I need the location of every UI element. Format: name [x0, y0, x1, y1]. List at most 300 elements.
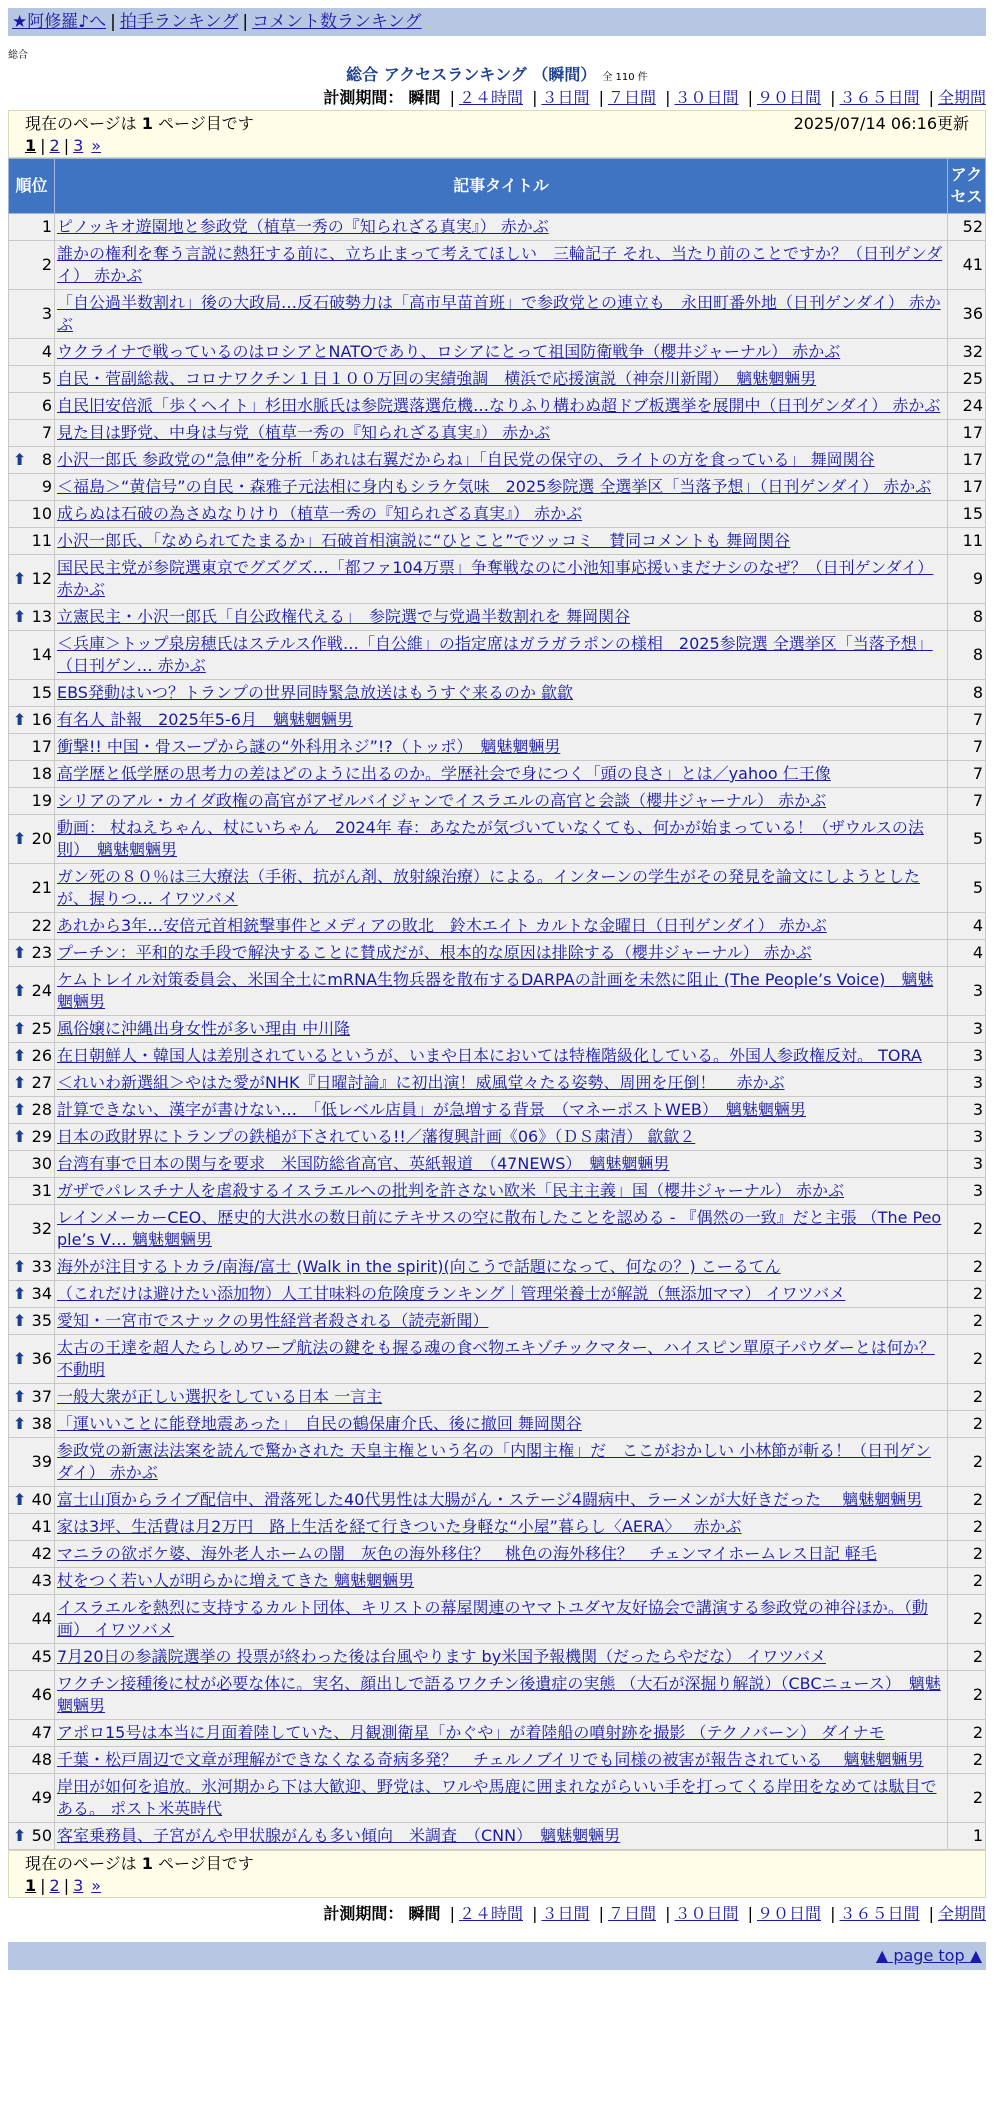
article-title-link[interactable]: ピノッキオ遊園地と参政党（植草一秀の『知られざる真実』） 赤かぶ — [57, 217, 549, 236]
title-cell — [55, 1097, 948, 1124]
rank-number: 4 — [41, 342, 52, 361]
rank-number: 37 — [31, 1387, 52, 1406]
access-count: 3 — [948, 1070, 986, 1097]
page-1-current: 1 — [25, 1876, 37, 1895]
article-title-link[interactable]: ＜福島＞“黄信号”の自民・森雅子元法相に身内もシラケ気味 2025参院選 全選挙区「当落予想」（日刊ゲンダイ） 赤かぶ — [57, 477, 932, 496]
rank-up-arrow-icon: ⬆ — [13, 1311, 27, 1330]
article-title-link[interactable]: 計算できない、漢字が書けない… 「低レベル店員」が急増する背景 （マネーポストWEB） 魑魅魍魎男 — [57, 1100, 806, 1119]
rank-number: 43 — [31, 1571, 52, 1590]
article-title-link[interactable]: 国民民主党が参院選東京でグズグズ…「都ファ104万票」争奪戦なのに小池知事応援いまだナシのなぜ？（日刊ゲンダイ） 赤かぶ — [57, 558, 934, 599]
rank-up-arrow-icon: ⬆ — [13, 1349, 27, 1368]
rank-number: 21 — [31, 878, 52, 897]
table-row — [9, 290, 986, 339]
table-row — [9, 1335, 986, 1384]
period-all[interactable]: 全期間 — [937, 88, 986, 107]
article-title-link[interactable]: 岸田が如何を追放。氷河期から下は大歓迎、野党は、ワルや馬鹿に囲まれながらいい手を打ってくる岸田をなめては駄目である。 ポスト米英時代 — [57, 1777, 937, 1818]
rank-number: 45 — [31, 1647, 52, 1666]
title-cell — [55, 1281, 948, 1308]
rank-cell — [9, 1595, 55, 1644]
period-current: 瞬間 — [408, 1904, 441, 1923]
access-count: 3 — [948, 967, 986, 1016]
article-title-link[interactable]: 客室乗務員、子宮がんや甲状腺がんも多い傾向 米調査 （CNN） 魑魅魍魎男 — [57, 1826, 621, 1845]
access-count: 1 — [948, 1823, 986, 1850]
title-cell — [55, 393, 948, 420]
title-cell — [55, 555, 948, 604]
article-title-link[interactable]: 家は3坪、生活費は月2万円 路上生活を経て行きついた身軽な“小屋”暮らし〈AERA〉 赤かぶ — [57, 1517, 742, 1536]
table-row — [9, 1097, 986, 1124]
rank-number: 41 — [31, 1517, 52, 1536]
article-title-link[interactable]: 動画： 杖ねえちゃん、杖にいちゃん 2024年 春：あなたが気づいていなくても、何かが始まっている！（ザウルスの法則） 魑魅魍魎男 — [57, 818, 924, 859]
access-count: 41 — [948, 241, 986, 290]
period-label: 計測期間： — [323, 1904, 404, 1923]
access-count: 4 — [948, 940, 986, 967]
clap-ranking-link[interactable]: 拍手ランキング — [119, 12, 239, 32]
table-row — [9, 967, 986, 1016]
rank-cell — [9, 1254, 55, 1281]
table-row — [9, 214, 986, 241]
access-count: 2 — [948, 1671, 986, 1720]
rank-number: 48 — [31, 1750, 52, 1769]
rank-up-arrow-icon: ⬆ — [13, 943, 27, 962]
col-access-header: アクセス — [948, 159, 986, 214]
rank-number: 24 — [31, 981, 52, 1000]
table-row — [9, 1178, 986, 1205]
table-row — [9, 761, 986, 788]
title-cell — [55, 967, 948, 1016]
period-7d[interactable]: ７日間 — [607, 1904, 656, 1923]
title-cell — [55, 1335, 948, 1384]
table-row — [9, 393, 986, 420]
article-title-link[interactable]: 在日朝鮮人・韓国人は差別されているというが、いまや日本においては特権階級化している。外国人参政権反対。 TORA — [57, 1046, 922, 1065]
rank-number: 11 — [31, 531, 52, 550]
access-count: 8 — [948, 680, 986, 707]
rank-cell — [9, 1070, 55, 1097]
article-title-link[interactable]: 誰かの権利を奪う言説に熱狂する前に、立ち止まって考えてほしい 三輪記子 それ、当たり前のことですか？（日刊ゲンダイ） 赤かぶ — [57, 244, 943, 285]
access-count: 3 — [948, 1016, 986, 1043]
rank-number: 2 — [41, 255, 52, 274]
table-row — [9, 631, 986, 680]
access-count: 2 — [948, 1774, 986, 1823]
rank-cell — [9, 1823, 55, 1850]
rank-number: 22 — [31, 916, 52, 935]
rank-cell — [9, 555, 55, 604]
access-count: 2 — [948, 1438, 986, 1487]
pager-top: 現在のページは 1 ページ目です 2025/07/14 06:16更新 1 | 2 | 3 » — [8, 110, 986, 158]
table-row — [9, 604, 986, 631]
title-cell — [55, 1178, 948, 1205]
table-row — [9, 1747, 986, 1774]
access-count: 2 — [948, 1595, 986, 1644]
access-count: 36 — [948, 290, 986, 339]
period-7d[interactable]: ７日間 — [607, 88, 656, 107]
title-cell — [55, 501, 948, 528]
table-row — [9, 1411, 986, 1438]
rank-cell — [9, 1514, 55, 1541]
next-page-link[interactable]: » — [91, 136, 102, 155]
rank-number: 50 — [31, 1826, 52, 1845]
rank-number: 10 — [31, 504, 52, 523]
rank-up-arrow-icon: ⬆ — [13, 569, 27, 588]
table-row — [9, 707, 986, 734]
article-title-link[interactable]: 「運いいことに能登地震あった」 自民の鶴保庸介氏、後に撤回 舞岡関谷 — [57, 1414, 582, 1433]
period-90d[interactable]: ９０日間 — [756, 1904, 821, 1923]
article-title-link[interactable]: 台湾有事で日本の関与を要求 米国防総省高官、英紙報道 （47NEWS） 魑魅魍魎男 — [57, 1154, 670, 1173]
rank-cell — [9, 604, 55, 631]
title-cell — [55, 1438, 948, 1487]
rank-cell — [9, 1774, 55, 1823]
access-count: 25 — [948, 366, 986, 393]
rank-cell — [9, 815, 55, 864]
table-row — [9, 680, 986, 707]
rank-cell — [9, 864, 55, 913]
period-365d[interactable]: ３６５日間 — [839, 88, 920, 107]
table-row — [9, 815, 986, 864]
title-cell — [55, 447, 948, 474]
title-cell — [55, 1254, 948, 1281]
table-row — [9, 864, 986, 913]
table-row — [9, 420, 986, 447]
table-row — [9, 1384, 986, 1411]
pager-bottom: 現在のページは 1 ページ目です 1 | 2 | 3 » — [8, 1850, 986, 1898]
rank-up-arrow-icon: ⬆ — [13, 1073, 27, 1092]
rank-number: 28 — [31, 1100, 52, 1119]
article-title-link[interactable]: 見た目は野党、中身は与党（植草一秀の『知られざる真実』） 赤かぶ — [57, 423, 551, 442]
next-page-link[interactable]: » — [91, 1876, 102, 1895]
rank-up-arrow-icon: ⬆ — [13, 1127, 27, 1146]
article-title-link[interactable]: 高学歴と低学歴の思考力の差はどのように出るのか。学歴社会で身につく「頭の良さ」とは／yahoo 仁王像 — [57, 764, 831, 783]
rank-number: 49 — [31, 1788, 52, 1807]
period-30d[interactable]: ３０日間 — [674, 88, 739, 107]
rank-cell — [9, 631, 55, 680]
table-row — [9, 1205, 986, 1254]
title-cell — [55, 1151, 948, 1178]
rank-up-arrow-icon: ⬆ — [13, 607, 27, 626]
access-count: 2 — [948, 1254, 986, 1281]
access-count: 3 — [948, 1043, 986, 1070]
table-row — [9, 734, 986, 761]
title-cell — [55, 1747, 948, 1774]
article-title-link[interactable]: ワクチン接種後に杖が必要な体に。実名、顔出しで語るワクチン後遺症の実態 （大石が深掘り解説）（CBCニュース） 魑魅魍魎男 — [57, 1674, 941, 1715]
article-title-link[interactable]: 千葉・松戸周辺で文章が理解ができなくなる奇病多発？ チェルノブイリでも同様の被害が報告されている 魑魅魍魎男 — [57, 1750, 924, 1769]
article-title-link[interactable]: 風俗嬢に沖縄出身女性が多い理由 中川隆 — [57, 1019, 351, 1038]
rank-cell — [9, 761, 55, 788]
article-title-link[interactable]: 参政党の新憲法法案を読んで驚かされた 天皇主権という名の「内閣主権」だ ここがおかしい 小林節が斬る！（日刊ゲンダイ） 赤かぶ — [57, 1441, 931, 1482]
page-2-link[interactable]: 2 — [49, 1876, 60, 1895]
rank-cell — [9, 1335, 55, 1384]
rank-number: 13 — [31, 607, 52, 626]
title-cell — [55, 1568, 948, 1595]
article-title-link[interactable]: （これだけは避けたい添加物）人工甘味料の危険度ランキング｜管理栄養士が解説（無添加ママ） イワツバメ — [57, 1284, 846, 1303]
table-row — [9, 1671, 986, 1720]
rank-up-arrow-icon: ⬆ — [13, 1019, 27, 1038]
access-count: 2 — [948, 1644, 986, 1671]
article-title-link[interactable]: ガザでパレスチナ人を虐殺するイスラエルへの批判を許さない欧米「民主主義」国（櫻井ジャーナル） 赤かぶ — [57, 1181, 845, 1200]
title-cell — [55, 1205, 948, 1254]
article-title-link[interactable]: 日本の政財界にトランプの鉄槌が下されている!!／藩復興計画《06》（ＤＳ粛清） 歙歙２ — [57, 1127, 696, 1146]
rank-cell — [9, 1411, 55, 1438]
title-cell — [55, 241, 948, 290]
home-link[interactable]: ★阿修羅♪へ — [12, 12, 107, 32]
table-row — [9, 788, 986, 815]
rank-up-arrow-icon: ⬆ — [13, 981, 27, 1000]
section-label: 総合 — [8, 50, 28, 61]
article-title-link[interactable]: 有名人 訃報 2025年5-6月 魑魅魍魎男 — [57, 710, 353, 729]
article-title-link[interactable]: イスラエルを熱烈に支持するカルト団体、キリストの幕屋関連のヤマトユダヤ友好協会で講演する参政党の神谷ほか。（動画） イワツバメ — [57, 1598, 928, 1639]
rank-cell — [9, 290, 55, 339]
period-365d[interactable]: ３６５日間 — [839, 1904, 920, 1923]
title-cell — [55, 1043, 948, 1070]
access-count: 8 — [948, 604, 986, 631]
title-cell — [55, 1720, 948, 1747]
rank-cell — [9, 393, 55, 420]
title-cell — [55, 913, 948, 940]
access-count: 17 — [948, 420, 986, 447]
table-row — [9, 1124, 986, 1151]
table-row — [9, 1720, 986, 1747]
rank-number: 40 — [31, 1490, 52, 1509]
table-row — [9, 1541, 986, 1568]
title-cell — [55, 214, 948, 241]
rank-up-arrow-icon: ⬆ — [13, 1387, 27, 1406]
page-3-link[interactable]: 3 — [73, 136, 84, 155]
col-title-header: 記事タイトル — [55, 159, 948, 214]
rank-up-arrow-icon: ⬆ — [13, 1826, 27, 1845]
article-title-link[interactable]: あれから3年…安倍元首相銃撃事件とメディアの敗北 鈴木エイト カルトな金曜日（日刊ゲンダイ） 赤かぶ — [57, 916, 827, 935]
rank-cell — [9, 447, 55, 474]
period-3d[interactable]: ３日間 — [541, 88, 590, 107]
title-cell — [55, 420, 948, 447]
comment-ranking-link[interactable]: コメント数ランキング — [252, 12, 422, 32]
rank-cell — [9, 1644, 55, 1671]
updated-timestamp: 2025/07/14 06:16更新 — [793, 114, 969, 133]
rank-number: 6 — [41, 396, 52, 415]
rank-number: 16 — [31, 710, 52, 729]
rank-number: 17 — [31, 737, 52, 756]
title-cell — [55, 290, 948, 339]
rank-number: 12 — [31, 569, 52, 588]
title-cell — [55, 788, 948, 815]
rank-cell — [9, 528, 55, 555]
article-title-link[interactable]: 自民旧安倍派「歩くヘイト」杉田水脈氏は参院選落選危機…なりふり構わぬ超ドブ板選挙を展開中（日刊ゲンダイ） 赤かぶ — [57, 396, 941, 415]
rank-cell — [9, 1720, 55, 1747]
table-row — [9, 241, 986, 290]
total-count: 全 110 件 — [602, 72, 648, 83]
article-title-link[interactable]: プーチン：平和的な手段で解決することに賛成だが、根本的な原因は排除する（櫻井ジャーナル） 赤かぶ — [57, 943, 812, 962]
page-3-link[interactable]: 3 — [73, 1876, 84, 1895]
rank-cell — [9, 788, 55, 815]
col-rank-header: 順位 — [9, 159, 55, 214]
article-title-link[interactable]: アポロ15号は本当に月面着陸していた、月観測衛星「かぐや」が着陸船の噴射跡を撮影 （テクノバーン） ダイナモ — [57, 1723, 885, 1742]
table-row — [9, 366, 986, 393]
article-title-link[interactable]: レインメーカーCEO、歴史的大洪水の数日前にテキサスの空に散布したことを認める - 『偶然の一致』だと主張 （The People’s V… 魑魅魍魎男 — [57, 1208, 942, 1249]
table-row — [9, 474, 986, 501]
rank-cell — [9, 1124, 55, 1151]
table-row — [9, 1644, 986, 1671]
rank-number: 15 — [31, 683, 52, 702]
title-cell — [55, 1644, 948, 1671]
table-row — [9, 1595, 986, 1644]
table-row — [9, 1281, 986, 1308]
table-row — [9, 1016, 986, 1043]
access-count: 2 — [948, 1747, 986, 1774]
rank-number: 3 — [41, 304, 52, 323]
access-count: 11 — [948, 528, 986, 555]
access-count: 2 — [948, 1514, 986, 1541]
period-90d[interactable]: ９０日間 — [756, 88, 821, 107]
table-row — [9, 528, 986, 555]
rank-number: 29 — [31, 1127, 52, 1146]
table-row — [9, 1487, 986, 1514]
top-nav-bar — [8, 8, 986, 36]
article-title-link[interactable]: 成らぬは石破の為さぬなりけり（植草一秀の『知られざる真実』） 赤かぶ — [57, 504, 583, 523]
period-30d[interactable]: ３０日間 — [674, 1904, 739, 1923]
access-count: 52 — [948, 214, 986, 241]
access-count: 15 — [948, 501, 986, 528]
access-count: 2 — [948, 1384, 986, 1411]
rank-up-arrow-icon: ⬆ — [13, 1100, 27, 1119]
title-cell — [55, 680, 948, 707]
article-title-link[interactable]: ケムトレイル対策委員会、米国全土にmRNA生物兵器を散布するDARPAの計画を未然に阻止 (The People’s Voice) 魑魅魍魎男 — [57, 970, 934, 1011]
article-title-link[interactable]: 「自公過半数割れ」後の大政局…反石破勢力は「高市早苗首班」で参政党との連立も 永田町番外地（日刊ゲンダイ） 赤かぶ — [57, 293, 941, 334]
title-cell — [55, 1411, 948, 1438]
rank-cell — [9, 1043, 55, 1070]
rank-number: 1 — [41, 217, 52, 236]
period-3d[interactable]: ３日間 — [541, 1904, 590, 1923]
rank-number: 26 — [31, 1046, 52, 1065]
article-title-link[interactable]: 衝撃!! 中国・骨スープから謎の“外科用ネジ”!?（トッポ） 魑魅魍魎男 — [57, 737, 561, 756]
article-title-link[interactable]: ウクライナで戦っているのはロシアとNATOであり、ロシアにとって祖国防衛戦争（櫻井ジャーナル） 赤かぶ — [57, 342, 841, 361]
article-title-link[interactable]: 小沢一郎氏 参政党の“急伸”を分析「あれは右翼だからね」「自民党の保守の、ライトの方を食っている」 舞岡関谷 — [57, 450, 875, 469]
rank-cell — [9, 707, 55, 734]
rank-up-arrow-icon: ⬆ — [13, 1490, 27, 1509]
article-title-link[interactable]: EBS発動はいつ？トランプの世界同時緊急放送はもうすぐ来るのか 歙歙 — [57, 683, 574, 702]
rank-cell — [9, 1308, 55, 1335]
table-row — [9, 1774, 986, 1823]
title-cell — [55, 864, 948, 913]
article-title-link[interactable]: マニラの欲ボケ婆、海外老人ホームの闇 灰色の海外移住？ 桃色の海外移住？ チェンマイホームレス日記 軽毛 — [57, 1544, 877, 1563]
rank-number: 34 — [31, 1284, 52, 1303]
rank-cell — [9, 339, 55, 366]
rank-number: 32 — [31, 1219, 52, 1238]
rank-cell — [9, 940, 55, 967]
access-count: 2 — [948, 1335, 986, 1384]
table-row — [9, 1823, 986, 1850]
table-row — [9, 1514, 986, 1541]
rank-cell — [9, 1541, 55, 1568]
article-title-link[interactable]: 杖をつく若い人が明らかに増えてきた 魑魅魍魎男 — [57, 1571, 415, 1590]
rank-up-arrow-icon: ⬆ — [13, 1257, 27, 1276]
access-count: 3 — [948, 1178, 986, 1205]
period-24h[interactable]: ２４時間 — [458, 88, 523, 107]
page-2-link[interactable]: 2 — [49, 136, 60, 155]
ranking-table — [8, 158, 986, 1850]
article-title-link[interactable]: ＜れいわ新選組＞やはた愛がNHK『日曜討論』に初出演！威風堂々たる姿勢、周囲を圧倒！ 赤かぶ — [57, 1073, 785, 1092]
article-title-link[interactable]: 愛知・一宮市でスナックの男性経営者殺される（読売新聞） — [57, 1311, 489, 1330]
title-cell — [55, 366, 948, 393]
title-cell — [55, 1016, 948, 1043]
access-count: 2 — [948, 1720, 986, 1747]
access-count: 5 — [948, 864, 986, 913]
access-count: 2 — [948, 1205, 986, 1254]
access-count: 3 — [948, 1124, 986, 1151]
rank-number: 9 — [41, 477, 52, 496]
rank-number: 47 — [31, 1723, 52, 1742]
rank-number: 36 — [31, 1349, 52, 1368]
rank-number: 44 — [31, 1609, 52, 1628]
article-title-link[interactable]: 7月20日の参議院選挙の 投票が終わった後は台風やります by米国予報機関（だったらやだな） イワツバメ — [57, 1647, 826, 1666]
rank-number: 19 — [31, 791, 52, 810]
rank-number: 42 — [31, 1544, 52, 1563]
rank-number: 31 — [31, 1181, 52, 1200]
rank-cell — [9, 474, 55, 501]
rank-up-arrow-icon: ⬆ — [13, 450, 27, 469]
rank-cell — [9, 1205, 55, 1254]
rank-up-arrow-icon: ⬆ — [13, 1046, 27, 1065]
title-cell — [55, 1308, 948, 1335]
rank-cell — [9, 1747, 55, 1774]
table-row — [9, 1308, 986, 1335]
article-title-link[interactable]: 海外が注目するトカラ/南海/富士 (Walk in the spirit)(向こうで話題になって、何なの？) こーるてん — [57, 1257, 781, 1276]
article-title-link[interactable]: ＜兵庫＞トップ泉房穂氏はステルス作戦…「自公維」の指定席はガラガラポンの様相 2025参院選 全選挙区「当落予想」（日刊ゲン… 赤かぶ — [57, 634, 933, 675]
period-current: 瞬間 — [408, 88, 441, 107]
nav-separator: | — [242, 12, 249, 32]
rank-cell — [9, 241, 55, 290]
article-title-link[interactable]: 小沢一郎氏、「なめられてたまるか」石破首相演説に“ひとこと”でツッコミ 賛同コメントも 舞岡関谷 — [57, 531, 791, 550]
table-row — [9, 339, 986, 366]
article-title-link[interactable]: 立憲民主・小沢一郎氏「自公政権代える」 参院選で与党過半数割れを 舞岡関谷 — [57, 607, 631, 626]
title-cell — [55, 707, 948, 734]
table-row — [9, 447, 986, 474]
title-cell — [55, 528, 948, 555]
title-cell — [55, 1595, 948, 1644]
access-count: 7 — [948, 734, 986, 761]
article-title-link[interactable]: 富士山頂からライブ配信中、滑落死した40代男性は大腸がん・ステージ4闘病中、ラーメンが大好きだった 魑魅魍魎男 — [57, 1490, 923, 1509]
access-count: 3 — [948, 1097, 986, 1124]
title-cell — [55, 940, 948, 967]
rank-number: 18 — [31, 764, 52, 783]
rank-cell — [9, 1671, 55, 1720]
article-title-link[interactable]: ガン死の８０％は三大療法（手術、抗がん剤、放射線治療）による。インターンの学生がその発見を論文にしようとしたが、握りつ… イワツバメ — [57, 867, 921, 908]
rank-cell — [9, 913, 55, 940]
rank-number: 39 — [31, 1452, 52, 1471]
title-cell — [55, 1384, 948, 1411]
period-all[interactable]: 全期間 — [937, 1904, 986, 1923]
table-row — [9, 940, 986, 967]
period-24h[interactable]: ２４時間 — [458, 1904, 523, 1923]
article-title-link[interactable]: シリアのアル・カイダ政権の高官がアゼルバイジャンでイスラエルの高官と会談（櫻井ジャーナル） 赤かぶ — [57, 791, 827, 810]
access-count: 32 — [948, 339, 986, 366]
rank-number: 8 — [41, 450, 52, 469]
rank-up-arrow-icon: ⬆ — [13, 1284, 27, 1303]
page-top-link[interactable]: ▲ page top ▲ — [875, 1946, 982, 1965]
access-count: 24 — [948, 393, 986, 420]
article-title-link[interactable]: 自民・菅副総裁、コロナワクチン１日１００万回の実績強調 横浜で応援演説（神奈川新聞） 魑魅魍魎男 — [57, 369, 817, 388]
title-cell — [55, 631, 948, 680]
current-page-text: 現在のページは 1 ページ目です — [25, 1854, 254, 1873]
rank-number: 23 — [31, 943, 52, 962]
table-row — [9, 501, 986, 528]
article-title-link[interactable]: 一般大衆が正しい選択をしている日本 一言主 — [57, 1387, 383, 1406]
access-count: 7 — [948, 707, 986, 734]
rank-cell — [9, 967, 55, 1016]
article-title-link[interactable]: 太古の王達を超人たらしめワープ航法の鍵をも握る魂の食べ物エキゾチックマター、ハイスピン單原子パウダーとは何か？ 不動明 — [57, 1338, 935, 1379]
title-cell — [55, 1774, 948, 1823]
rank-number: 25 — [31, 1019, 52, 1038]
title-cell — [55, 815, 948, 864]
access-count: 17 — [948, 474, 986, 501]
rank-number: 27 — [31, 1073, 52, 1092]
access-count: 7 — [948, 788, 986, 815]
